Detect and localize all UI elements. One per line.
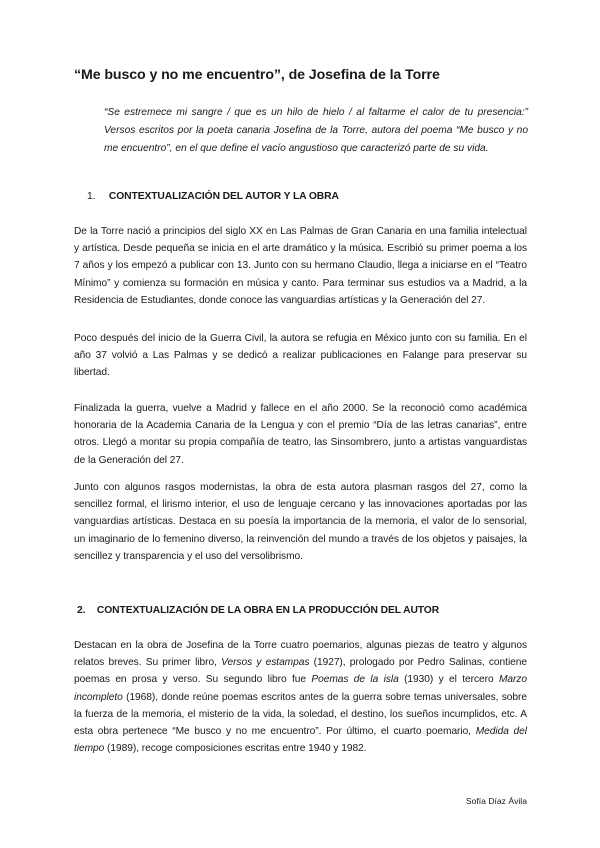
section-2-title: CONTEXTUALIZACIÓN DE LA OBRA EN LA PRODUCCIÓN DEL AUTOR: [96, 605, 440, 616]
text-run: Destacan en la obra de Josefina de la Torre cuatro poemarios, algunas piezas de teatro y algunos relatos breves. Su primer libro,: [74, 640, 527, 669]
text-run: (1968), donde reúne poemas escritos antes de la guerra sobre temas universales, sobre la fuerza de la memoria, el misterio de la vida, la soledad, el destino, los sueños incumplidos, etc. A esta obra pertenece “Me busco y no me encuentro”. Por último, el cuarto poemario,: [74, 691, 527, 738]
text-run: (1927), prologado por Pedro Salinas, contiene poemas en prosa y verso. Su segundo libro fue: [74, 657, 527, 686]
book-title: Poemas de la isla: [311, 674, 399, 686]
book-title: Medida del tiempo: [74, 726, 528, 755]
author-footer: Sofía Díaz Ávila: [465, 796, 527, 806]
paragraph: Junto con algunos rasgos modernistas, la obra de esta autora plasman rasgos del 27, como la sencillez formal, el lirismo interior, el uso de lenguaje cercano y las innovaciones aportadas por las vanguardias artísticas. Destaca en su poesía la importancia de la memoria, el valor de lo sensorial, un imaginario de lo femenino diverso, la reinvención del mundo a través de los objetos y paisajes, la sencillez y transparencia y el uso del versolibrismo.: [74, 482, 527, 562]
section-1-heading: [87, 191, 339, 202]
book-title: Marzo incompleto: [74, 674, 528, 703]
paragraph: [74, 637, 527, 757]
section-2-heading: [77, 605, 439, 616]
paragraph: Finalizada la guerra, vuelve a Madrid y fallece en el año 2000. Se la reconoció como académica honoraria de la Academia Canaria de la Lengua y con el premio “Día de las letras canarias”, entre otros. Llegó a montar su propia compañía de teatro, las Sinsombrero, junto a artistas vanguardistas de la Generación del 27.: [74, 403, 527, 466]
paragraph: Poco después del inicio de la Guerra Civil, la autora se refugia en México junto con su familia. En el año 37 volvió a Las Palmas y se dedicó a realizar publicaciones en Falange para preservar su libertad.: [74, 333, 527, 379]
paragraph: De la Torre nació a principios del siglo XX en Las Palmas de Gran Canaria en una familia intelectual y artística. Desde pequeña se inicia en el arte dramático y la música. Escribió su primer poema a los 7 años y los empezó a publicar con 13. Junto con su hermano Claudio, llega a iniciarse en el “Teatro Mínimo” y comienza su formación en música y canto. Para terminar sus estudios va a Madrid, a la Residencia de Estudiantes, donde conoce las vanguardias artísticas y la Generación del 27.: [74, 226, 527, 306]
section-1-title: CONTEXTUALIZACIÓN DEL AUTOR Y LA OBRA: [108, 191, 339, 202]
epigraph: “Se estremece mi sangre / que es un hilo de hielo / al faltarme el calor de tu presencia:” Versos escritos por la poeta canaria Josefina de la Torre, autora del poema “Me busco y no me encuentro”, en el que define el vacío angustioso que caracterizó parte de su vida.: [104, 107, 528, 154]
document-title: “Me busco y no me encuentro”, de Josefina de la Torre: [74, 67, 440, 83]
section-1-number: 1.: [87, 191, 96, 202]
text-run: (1930) y el tercero: [398, 674, 499, 686]
book-title: Versos y estampas: [221, 657, 310, 669]
text-run: (1989), recoge composiciones escritas entre 1940 y 1982.: [104, 743, 367, 755]
section-2-number: 2.: [77, 605, 86, 616]
